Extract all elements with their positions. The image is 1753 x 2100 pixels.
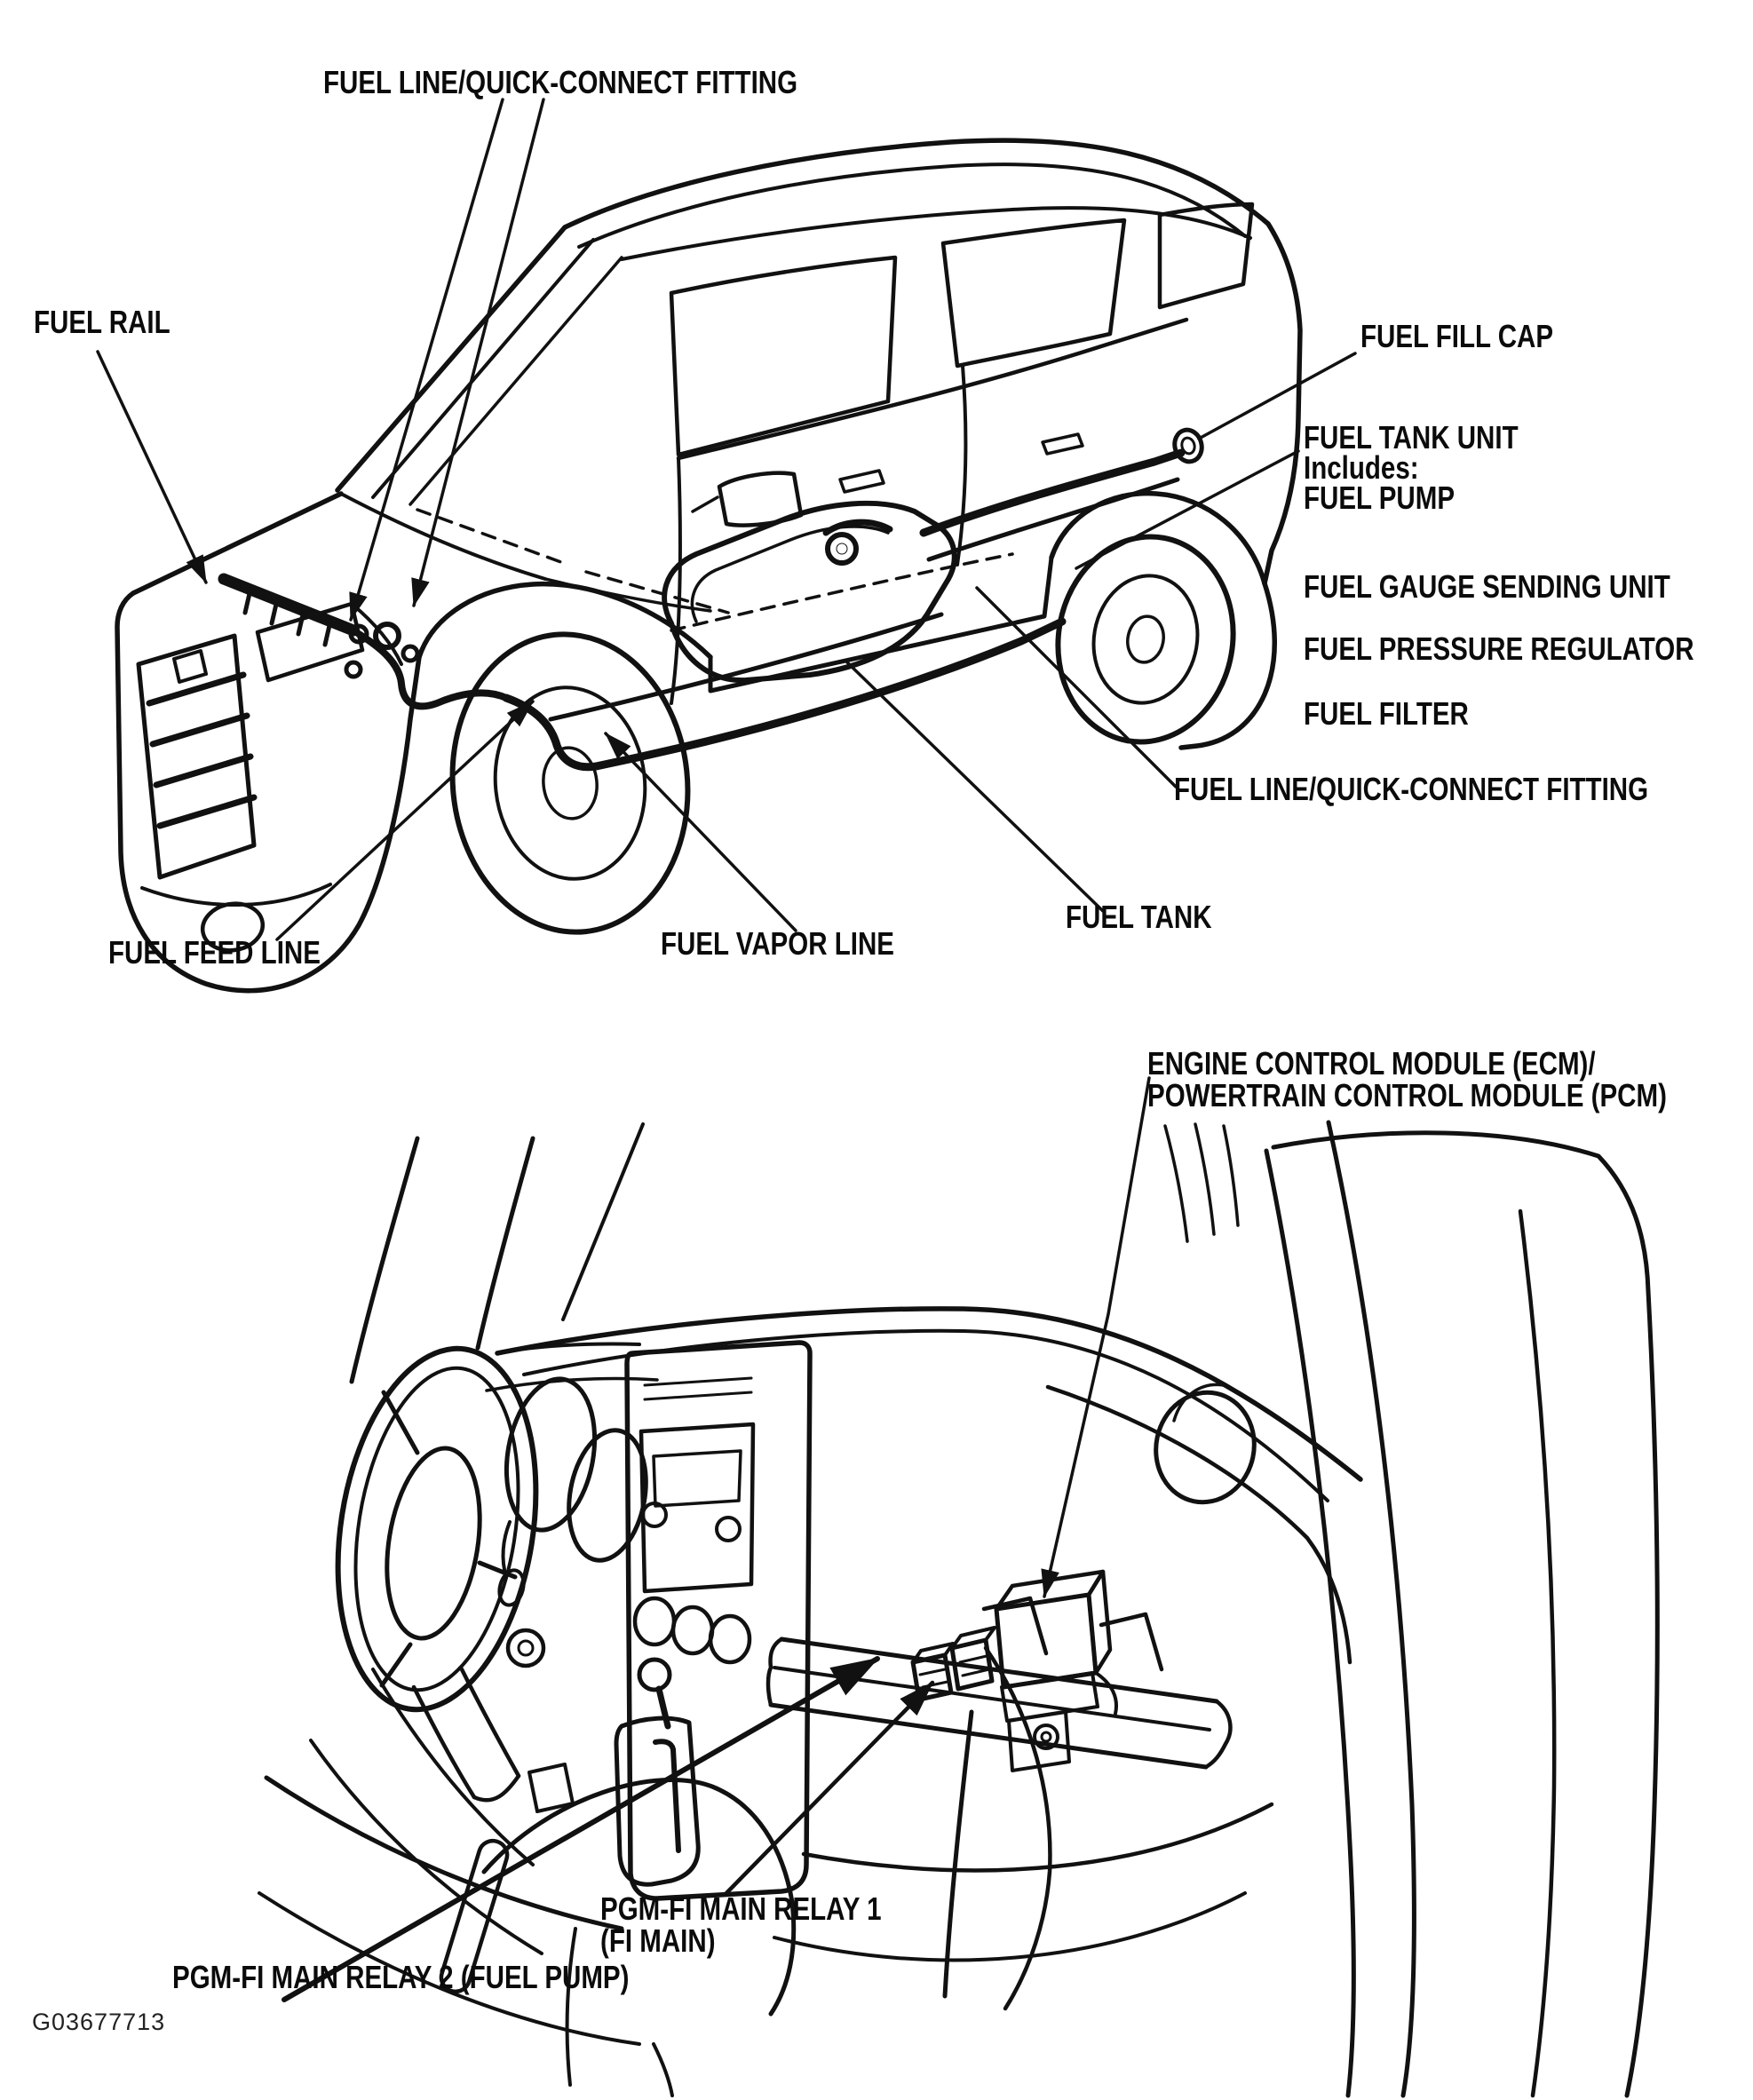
leader-fuel-rail — [98, 352, 206, 582]
fuel-fill-cap-part — [1171, 427, 1205, 465]
quick-connect-fitting-front-1 — [346, 662, 361, 677]
dashboard-interior-illustration — [259, 1078, 1657, 2096]
label-fuel-line-quick-connect-fitting-top: FUEL LINE/QUICK-CONNECT FITTING — [323, 64, 798, 100]
label-fuel-fill-cap: FUEL FILL CAP — [1360, 318, 1554, 354]
label-fuel-tank-unit — [1304, 419, 1519, 516]
label-fuel-tank: FUEL TANK — [1066, 899, 1212, 935]
door-handles — [840, 434, 1083, 492]
label-ecm-line1: ENGINE CONTROL MODULE (ECM)/ — [1147, 1045, 1596, 1082]
ignition-switch — [508, 1630, 543, 1666]
console-and-floor — [259, 1648, 1050, 2096]
front-wheel — [419, 584, 710, 944]
radio-head-unit — [641, 1424, 753, 1591]
center-stack — [627, 1343, 810, 1898]
label-relay1-line2: (FI MAIN) — [600, 1922, 716, 1959]
car-windows — [671, 204, 1252, 455]
label-pgm-fi-main-relay-1 — [600, 1890, 882, 1959]
rear-wheel — [1042, 494, 1265, 757]
label-fuel-tank-unit-line2: Includes: — [1304, 449, 1419, 486]
leader-quick-connect-2 — [414, 99, 543, 606]
label-relay1-line1: PGM-FI MAIN RELAY 1 — [600, 1890, 882, 1927]
vehicle-exterior-illustration — [98, 99, 1355, 991]
fuel-pump-part — [828, 535, 856, 563]
leader-fuel-tank-unit — [1076, 451, 1298, 568]
leader-fuel-tank — [845, 661, 1103, 911]
label-ecm-pcm — [1147, 1045, 1667, 1113]
quick-connect-fitting-front-2 — [403, 646, 417, 661]
fuel-vapor-line-part — [551, 614, 941, 719]
climate-knob — [673, 1607, 712, 1653]
figure-id: G03677713 — [32, 2009, 166, 2035]
label-ecm-line2: POWERTRAIN CONTROL MODULE (PCM) — [1147, 1077, 1667, 1113]
fuel-system-components — [224, 427, 1205, 767]
fuel-feed-line-part — [506, 622, 1062, 767]
label-fuel-feed-line: FUEL FEED LINE — [108, 934, 321, 971]
dash-top — [487, 1309, 1360, 1662]
label-fuel-tank-unit-line1: FUEL TANK UNIT — [1304, 419, 1519, 456]
leader-ecm — [1044, 1078, 1149, 1597]
steering-column-and-knee-area — [311, 1669, 542, 1953]
door-panel — [1266, 1122, 1657, 2096]
label-fuel-vapor-line: FUEL VAPOR LINE — [661, 925, 894, 962]
label-fuel-pressure-regulator: FUEL PRESSURE REGULATOR — [1304, 630, 1694, 667]
climate-knob — [635, 1598, 674, 1644]
instrument-cluster — [496, 1372, 655, 1666]
label-fuel-gauge-sending-unit: FUEL GAUGE SENDING UNIT — [1304, 568, 1670, 605]
label-fuel-filter: FUEL FILTER — [1304, 695, 1469, 732]
leader-quick-connect-1 — [351, 99, 503, 620]
label-fuel-rail: FUEL RAIL — [34, 304, 171, 340]
front-grille-and-bumper — [139, 604, 362, 955]
label-fuel-pump: FUEL PUMP — [1304, 479, 1456, 516]
climate-knob — [710, 1616, 750, 1662]
label-pgm-fi-main-relay-2: PGM-FI MAIN RELAY 2 (FUEL PUMP) — [172, 1959, 630, 1995]
label-fuel-line-quick-connect-fitting-rear: FUEL LINE/QUICK-CONNECT FITTING — [1174, 771, 1649, 807]
car-body-outline — [117, 140, 1300, 991]
leader-fuel-vapor-line — [606, 733, 796, 931]
leader-fuel-feed-line — [277, 701, 533, 939]
